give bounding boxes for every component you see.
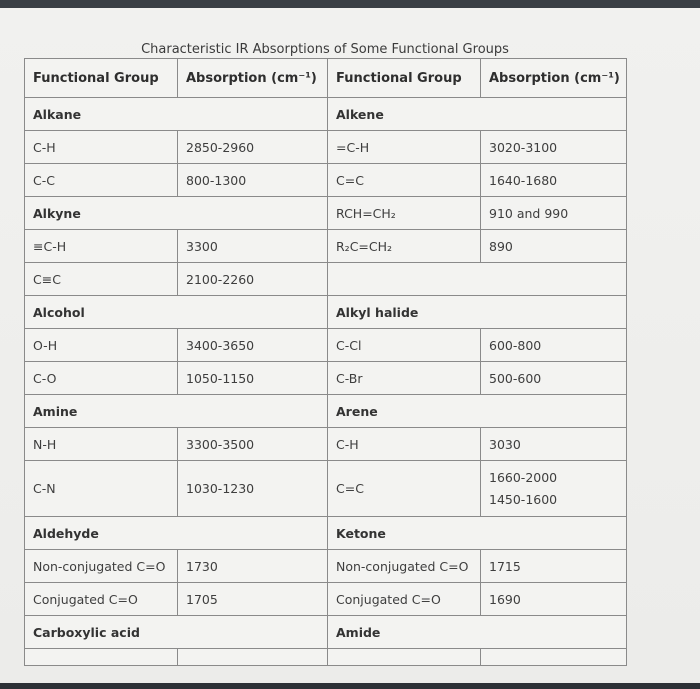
table-row xyxy=(25,164,627,197)
header-row xyxy=(25,59,627,98)
table-row xyxy=(25,197,627,230)
table-row xyxy=(25,428,627,461)
value-cell: 1715 xyxy=(481,550,627,583)
value-cell: 890 xyxy=(481,230,627,263)
value-line: 1660-2000 xyxy=(489,469,558,485)
group-carboxylic-acid: Carboxylic acid xyxy=(25,616,328,649)
bond-cell: Non-conjugated C=O xyxy=(328,550,481,583)
value-cell: 3020-3100 xyxy=(481,131,627,164)
empty-cell xyxy=(178,649,328,666)
bond-cell: ≡C-H xyxy=(25,230,178,263)
empty-cell xyxy=(328,649,481,666)
empty-cell xyxy=(25,649,178,666)
group-amine: Amine xyxy=(25,395,328,428)
empty-cell xyxy=(328,263,627,296)
value-cell: 910 and 990 xyxy=(481,197,627,230)
table-row xyxy=(25,583,627,616)
value-cell: 800-1300 xyxy=(178,164,328,197)
bond-cell: Conjugated C=O xyxy=(25,583,178,616)
empty-cell xyxy=(481,649,627,666)
bond-cell: C-C xyxy=(25,164,178,197)
header-absorption-left: Absorption (cm⁻¹) xyxy=(178,59,328,98)
bond-cell: RCH=CH₂ xyxy=(328,197,481,230)
table-title: Characteristic IR Absorptions of Some Functional Groups xyxy=(141,42,509,57)
group-amide: Amide xyxy=(328,616,627,649)
bond-cell: C=C xyxy=(328,164,481,197)
bond-cell: N-H xyxy=(25,428,178,461)
table-row xyxy=(25,362,627,395)
value-cell: 600-800 xyxy=(481,329,627,362)
bond-cell: O-H xyxy=(25,329,178,362)
value-cell: 1730 xyxy=(178,550,328,583)
header-absorption-right: Absorption (cm⁻¹) xyxy=(481,59,627,98)
value-cell: 500-600 xyxy=(481,362,627,395)
group-alcohol: Alcohol xyxy=(25,296,328,329)
group-alkyne: Alkyne xyxy=(25,197,328,230)
bond-cell: C-N xyxy=(25,461,178,517)
table-row xyxy=(25,461,627,517)
value-cell: 1050-1150 xyxy=(178,362,328,395)
group-ketone: Ketone xyxy=(328,517,627,550)
bond-cell: =C-H xyxy=(328,131,481,164)
table-row xyxy=(25,230,627,263)
header-functional-group-left: Functional Group xyxy=(25,59,178,98)
group-arene: Arene xyxy=(328,395,627,428)
value-cell: 1690 xyxy=(481,583,627,616)
value-cell: 1640-1680 xyxy=(481,164,627,197)
value-cell: 1030-1230 xyxy=(178,461,328,517)
group-alkene: Alkene xyxy=(328,98,627,131)
table-row xyxy=(25,263,627,296)
table-row xyxy=(25,296,627,329)
bond-cell: C-Cl xyxy=(328,329,481,362)
value-cell: 3030 xyxy=(481,428,627,461)
group-alkane: Alkane xyxy=(25,98,328,131)
value-cell: 1705 xyxy=(178,583,328,616)
bond-cell: C-H xyxy=(328,428,481,461)
table-row xyxy=(25,395,627,428)
bond-cell: C≡C xyxy=(25,263,178,296)
bond-cell: R₂C=CH₂ xyxy=(328,230,481,263)
table-row xyxy=(25,131,627,164)
value-cell: 2850-2960 xyxy=(178,131,328,164)
table-row xyxy=(25,649,627,666)
top-frame-bar xyxy=(0,0,700,8)
ir-absorption-table xyxy=(24,58,627,666)
value-cell: 3300 xyxy=(178,230,328,263)
table-row xyxy=(25,616,627,649)
bond-cell: C-O xyxy=(25,362,178,395)
group-alkyl-halide: Alkyl halide xyxy=(328,296,627,329)
table-row xyxy=(25,550,627,583)
bond-cell: C=C xyxy=(328,461,481,517)
value-cell: 3300-3500 xyxy=(178,428,328,461)
bond-cell: C-Br xyxy=(328,362,481,395)
group-aldehyde: Aldehyde xyxy=(25,517,328,550)
table-row xyxy=(25,329,627,362)
bottom-frame-bar xyxy=(0,683,700,689)
bond-cell: Conjugated C=O xyxy=(328,583,481,616)
value-cell: 2100-2260 xyxy=(178,263,328,296)
value-line: 1450-1600 xyxy=(489,491,558,507)
value-cell xyxy=(481,461,627,517)
header-functional-group-right: Functional Group xyxy=(328,59,481,98)
bond-cell: C-H xyxy=(25,131,178,164)
bond-cell: Non-conjugated C=O xyxy=(25,550,178,583)
value-cell: 3400-3650 xyxy=(178,329,328,362)
table-row xyxy=(25,98,627,131)
table-row xyxy=(25,517,627,550)
